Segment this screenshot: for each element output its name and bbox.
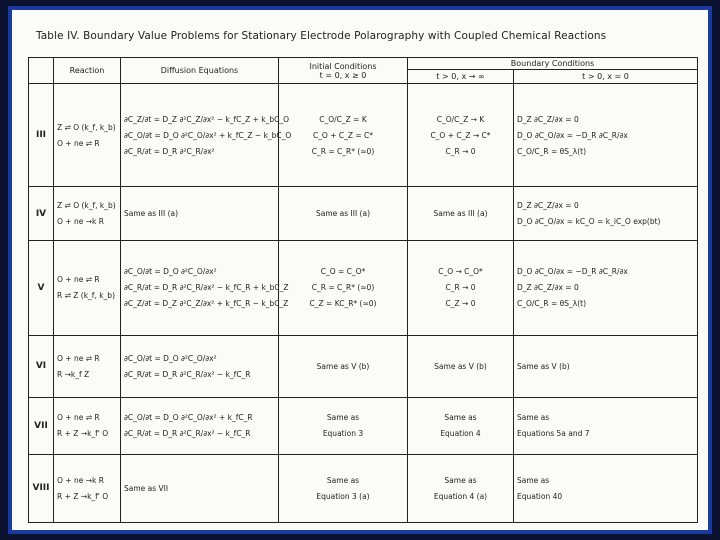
initial-line: Same as III (a) [315,209,371,219]
diffusion-line: ∂C_O/∂t = D_O ∂²C_O/∂x² + k_fC_Z − k_bC_O [124,130,292,140]
diffusion-cell [121,187,279,241]
diffusion-cell [121,397,279,454]
case-id: IV [29,187,54,241]
diffusion-cell [121,454,279,522]
bc-inf-cell [408,335,514,397]
reaction-line: R + Z →k_f' O [57,491,109,501]
bc-inf-line: Same as III (a) [433,209,488,219]
diffusion-line: ∂C_R/∂t = D_R ∂²C_R/∂x² [124,146,215,156]
bc-zero-line: D_Z ∂C_Z/∂x = 0 [517,283,579,293]
reaction-line: Z ⇌ O (k_f, k_b) [57,122,116,132]
bc-zero-line: D_Z ∂C_Z/∂x = 0 [517,201,579,211]
bc-inf-cell [408,84,514,187]
bc-zero-cell [514,84,698,187]
bc-inf-line: C_R → 0 [445,283,476,293]
reaction-line: Z ⇌ O (k_f, k_b) [57,201,116,211]
bc-zero-cell [514,454,698,522]
table-row [29,241,698,335]
header-initial [279,58,408,84]
diffusion-line: ∂C_R/∂t = D_R ∂²C_R/∂x² − k_fC_R + k_bC_Z [124,283,289,293]
case-id: VII [29,397,54,454]
initial-line: C_Z = KC_R* (≈0) [309,299,377,309]
header-boundary: Boundary Conditions [408,58,698,70]
bc-zero-line: Same as V (b) [517,361,570,371]
bc-zero-line: Same as [517,475,550,485]
header-reaction: Reaction [54,58,121,84]
bc-zero-cell [514,335,698,397]
reaction-line: R ⇌ Z (k_f, k_b) [57,291,115,301]
case-id: VIII [29,454,54,522]
reaction-line: O + ne ⇌ R [57,353,100,363]
diffusion-line: ∂C_O/∂t = D_O ∂²C_O/∂x² + k_fC_R [124,413,253,423]
header-bc-zero: t > 0, x = 0 [514,70,698,84]
bc-inf-line: C_O/C_Z → K [436,114,485,124]
bc-inf-cell [408,397,514,454]
bc-inf-line: Same as [444,413,477,423]
reaction-cell [54,187,121,241]
case-id: III [29,84,54,187]
header-diffusion: Diffusion Equations [121,58,279,84]
initial-cell [279,335,408,397]
initial-line: Same as V (b) [316,361,370,371]
header-id [29,58,54,84]
case-id: V [29,241,54,335]
initial-cell [279,241,408,335]
bc-zero-line: C_O/C_R = θS_λ(t) [517,146,586,156]
diffusion-cell [121,241,289,335]
initial-line: C_O/C_Z = K [319,114,367,124]
initial-cell [279,84,408,187]
diffusion-line: ∂C_R/∂t = D_R ∂²C_R/∂x² − k_fC_R [124,429,251,439]
bc-zero-line: Equations 5a and 7 [517,429,590,439]
initial-cell [279,454,408,522]
table-row [29,335,698,397]
diffusion-line: ∂C_Z/∂t = D_Z ∂²C_Z/∂x² − k_fC_Z + k_bC_O [124,114,290,124]
reaction-line: O + ne →k R [57,217,104,227]
reaction-line: R →k_f Z [57,369,90,379]
reaction-cell [54,84,121,187]
reaction-line: O + ne ⇌ R [57,275,100,285]
initial-line: Same as [326,475,360,485]
bc-inf-line: C_O + C_Z → C* [430,130,491,140]
reaction-cell [54,241,121,335]
reaction-line: O + ne ⇌ R [57,138,100,148]
bc-zero-cell [514,241,698,335]
case-id: VI [29,335,54,397]
bc-inf-line: Equation 4 (a) [433,491,488,501]
bc-inf-line: Same as V (b) [434,361,487,371]
initial-line: C_R = C_R* (≈0) [311,283,375,293]
bc-inf-line: C_R → 0 [445,146,476,156]
bc-zero-line: Same as [517,413,550,423]
initial-line: C_O + C_Z = C* [312,130,374,140]
table-row [29,454,698,522]
bc-inf-line: C_Z → 0 [445,299,476,309]
table-row [29,187,698,241]
table-row [29,84,698,187]
bc-zero-line: C_O/C_R = θS_λ(t) [517,299,586,309]
diffusion-line: ∂C_O/∂t = D_O ∂²C_O/∂x² [124,267,217,277]
bc-zero-line: Equation 40 [517,491,563,501]
bc-inf-cell [408,187,514,241]
bc-zero-line: D_O ∂C_O/∂x = −D_R ∂C_R/∂x [517,130,628,140]
bc-inf-cell [408,241,514,335]
initial-line: Equation 3 [322,429,364,439]
diffusion-cell [121,335,279,397]
reaction-line: R + Z →k_f' O [57,429,109,439]
diffusion-line: ∂C_Z/∂t = D_Z ∂²C_Z/∂x² + k_fC_R − k_bC_Z [124,299,289,309]
bc-inf-cell [408,454,514,522]
table-row [29,397,698,454]
reaction-line: O + ne →k R [57,475,104,485]
reaction-cell [54,397,121,454]
bc-zero-line: D_O ∂C_O/∂x = kC_O = k_iC_O exp(bt) [517,217,661,227]
reaction-cell [54,335,121,397]
header-initial-label: Initial Conditions [309,61,377,71]
bc-zero-line: D_O ∂C_O/∂x = −D_R ∂C_R/∂x [517,267,628,277]
diffusion-line: ∂C_O/∂t = D_O ∂²C_O/∂x² [124,353,217,363]
bc-inf-line: Same as [444,475,477,485]
initial-cell [279,397,408,454]
bc-zero-line: D_Z ∂C_Z/∂x = 0 [517,114,579,124]
diffusion-line: Same as III (a) [124,209,179,219]
reaction-line: O + ne ⇌ R [57,413,100,423]
bc-zero-cell [514,397,698,454]
header-bc-inf: t > 0, x → ∞ [408,70,514,84]
initial-line: Same as [326,413,360,423]
reaction-cell [54,454,121,522]
diffusion-line: Same as VII [124,483,169,493]
header-initial-sub: t = 0, x ≥ 0 [319,70,367,80]
bc-zero-cell [514,187,698,241]
bc-inf-line: Equation 4 [440,429,481,439]
boundary-value-table [28,57,698,523]
initial-cell [279,187,408,241]
diffusion-line: ∂C_R/∂t = D_R ∂²C_R/∂x² − k_fC_R [124,369,251,379]
diffusion-cell [121,84,292,187]
initial-line: C_R = C_R* (≈0) [311,146,375,156]
initial-line: Equation 3 (a) [316,491,370,501]
table-title: Table IV. Boundary Value Problems for Stationary Electrode Polarography with Coupled Chemical Reactions [36,30,607,42]
initial-line: C_O = C_O* [320,267,366,277]
bc-inf-line: C_O → C_O* [438,267,483,277]
